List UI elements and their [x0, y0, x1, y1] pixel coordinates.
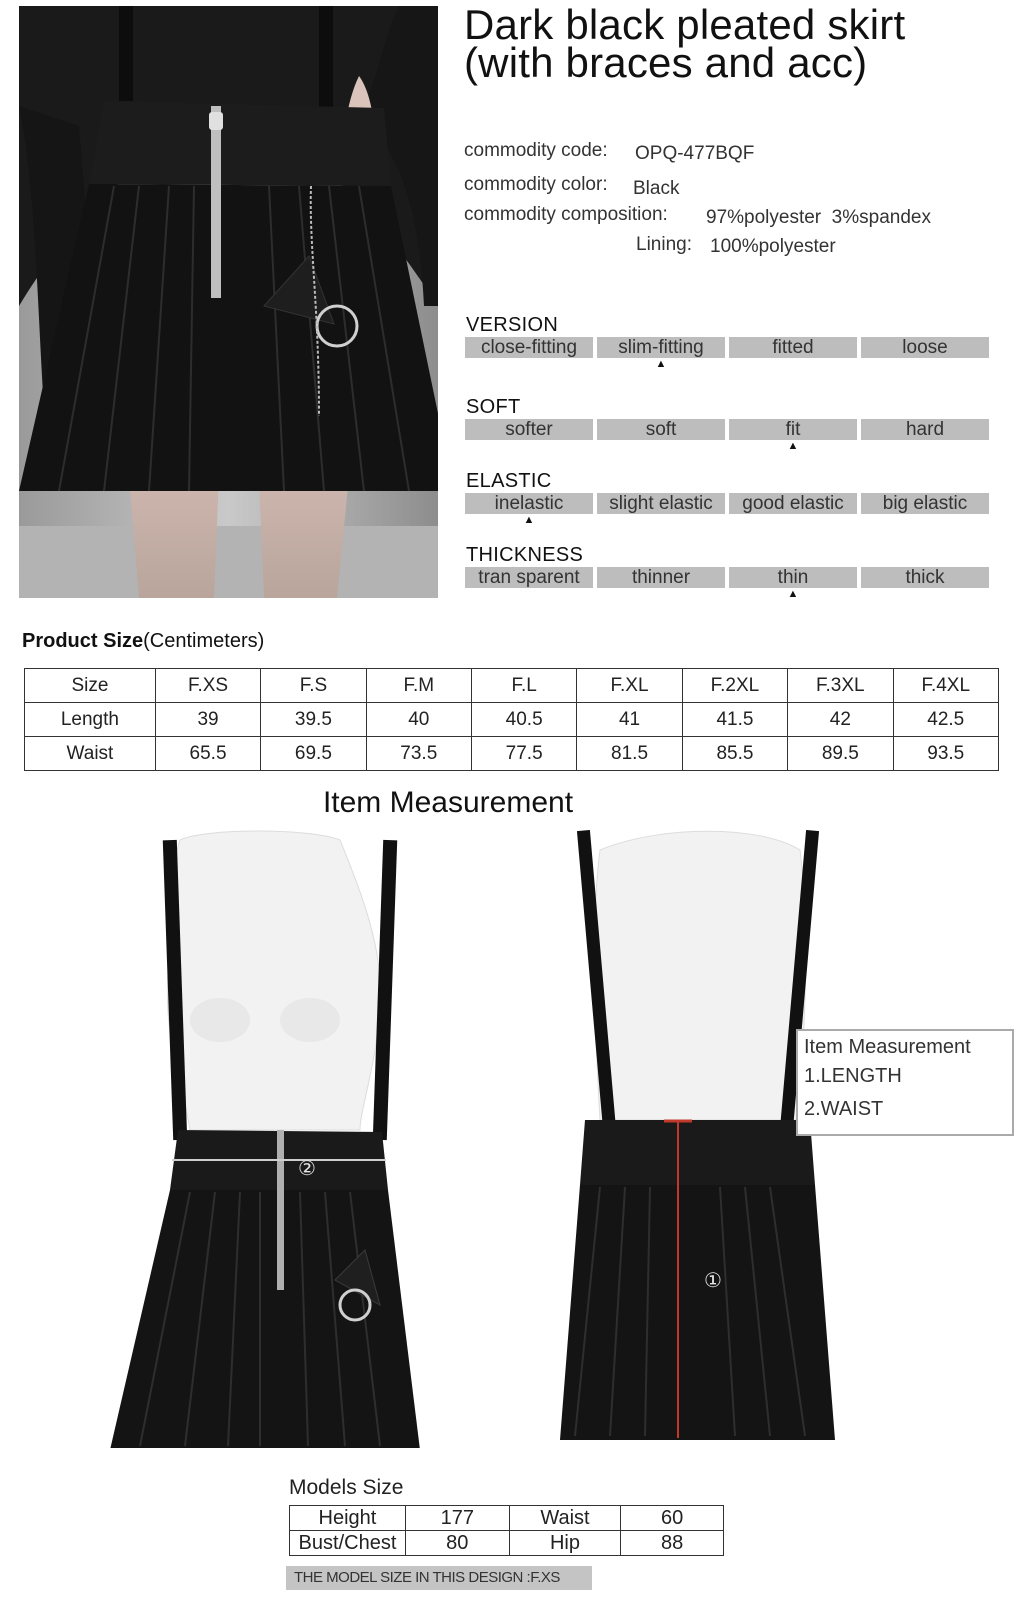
scale-option: thick: [861, 567, 989, 588]
table-cell: 42: [788, 703, 893, 737]
table-cell: 89.5: [788, 737, 893, 771]
title-line-2: (with braces and acc): [464, 39, 868, 86]
selection-marker: [465, 358, 593, 370]
selection-marker: [861, 358, 989, 370]
product-photo: [19, 6, 438, 598]
models-size-table: [289, 1505, 724, 1556]
size-header-cell: F.3XL: [788, 669, 893, 703]
size-header-cell: F.XL: [577, 669, 682, 703]
product-size-heading: Product Size: [22, 630, 144, 652]
scale-option: big elastic: [861, 493, 989, 514]
item-measurement-title: Item Measurement: [322, 786, 574, 819]
attribute-name: SOFT: [466, 396, 521, 418]
attribute-thickness: [466, 544, 989, 600]
selection-marker: [729, 514, 857, 526]
legend-item: 1.LENGTH: [804, 1065, 902, 1087]
models-size-title: Models Size: [289, 1476, 404, 1499]
table-row: [25, 703, 999, 737]
selection-marker: ▲: [787, 440, 799, 452]
table-cell: 41: [577, 703, 682, 737]
size-header-cell: F.M: [366, 669, 471, 703]
scale-option: close-fitting: [465, 337, 593, 358]
front-view-illustration: [110, 830, 420, 1448]
model-size-note: THE MODEL SIZE IN THIS DESIGN :F.XS: [286, 1566, 592, 1590]
commodity-code-label: commodity code:: [464, 140, 608, 161]
selection-marker: [861, 514, 989, 526]
commodity-color-value: Black: [633, 178, 680, 199]
commodity-color-label: commodity color:: [464, 174, 608, 195]
selection-marker: [465, 440, 593, 452]
table-cell: 85.5: [682, 737, 787, 771]
size-header-cell: F.XS: [155, 669, 260, 703]
waist-marker: ②: [298, 1158, 316, 1180]
selection-marker: [597, 440, 725, 452]
table-cell: 41.5: [682, 703, 787, 737]
table-cell: Bust/Chest: [290, 1531, 406, 1556]
selection-marker: [861, 588, 989, 600]
table-cell: 60: [621, 1506, 724, 1531]
scale-option: fit: [729, 419, 857, 440]
table-cell: 80: [405, 1531, 509, 1556]
table-cell: 65.5: [155, 737, 260, 771]
commodity-code-value: OPQ-477BQF: [635, 143, 755, 164]
attribute-scale: [465, 337, 989, 358]
table-cell: Length: [25, 703, 156, 737]
attribute-name: THICKNESS: [466, 544, 584, 566]
scale-option: inelastic: [465, 493, 593, 514]
attribute-scale: [465, 493, 989, 514]
commodity-composition-label: commodity composition:: [464, 204, 668, 225]
scale-option: soft: [597, 419, 725, 440]
table-cell: 69.5: [261, 737, 366, 771]
table-cell: 40: [366, 703, 471, 737]
table-row: [25, 737, 999, 771]
scale-option: hard: [861, 419, 989, 440]
size-header-cell: F.2XL: [682, 669, 787, 703]
selection-marker: ▲: [787, 588, 799, 600]
commodity-composition-value: 97%polyester 3%spandex: [706, 207, 931, 228]
size-header-cell: F.S: [261, 669, 366, 703]
lining-label: Lining:: [636, 234, 692, 255]
table-cell: 93.5: [893, 737, 998, 771]
table-cell: Waist: [25, 737, 156, 771]
legend-title: Item Measurement: [804, 1036, 971, 1058]
length-marker: ①: [704, 1270, 722, 1292]
scale-option: good elastic: [729, 493, 857, 514]
attribute-scale: [465, 419, 989, 440]
back-view-illustration: [560, 830, 840, 1448]
table-cell: 39: [155, 703, 260, 737]
selection-marker: [465, 588, 593, 600]
product-size-unit: (Centimeters): [143, 630, 265, 652]
scale-option: loose: [861, 337, 989, 358]
attribute-name: ELASTIC: [466, 470, 552, 492]
lining-value: 100%polyester: [710, 236, 836, 257]
table-cell: 77.5: [471, 737, 576, 771]
table-cell: Waist: [509, 1506, 621, 1531]
size-header-cell: F.L: [471, 669, 576, 703]
table-cell: 73.5: [366, 737, 471, 771]
scale-option: tran sparent: [465, 567, 593, 588]
attribute-elastic: [466, 470, 989, 526]
table-cell: Height: [290, 1506, 406, 1531]
size-header-cell: F.4XL: [893, 669, 998, 703]
selection-marker: [861, 440, 989, 452]
selection-marker: ▲: [523, 514, 535, 526]
selection-marker: [597, 514, 725, 526]
table-cell: 39.5: [261, 703, 366, 737]
table-row: [290, 1531, 724, 1556]
selection-marker: [729, 358, 857, 370]
scale-option: slim-fitting: [597, 337, 725, 358]
table-cell: 81.5: [577, 737, 682, 771]
scale-option: thin: [729, 567, 857, 588]
scale-option: softer: [465, 419, 593, 440]
size-header-row: [25, 669, 999, 703]
table-cell: 40.5: [471, 703, 576, 737]
product-title: [464, 1, 1014, 86]
legend-item: 2.WAIST: [804, 1098, 884, 1120]
selection-marker: ▲: [655, 358, 667, 370]
product-size-table: [24, 668, 999, 771]
measurement-legend: [796, 1029, 1014, 1136]
attribute-scale: [465, 567, 989, 588]
table-cell: Hip: [509, 1531, 621, 1556]
scale-option: slight elastic: [597, 493, 725, 514]
table-cell: 177: [405, 1506, 509, 1531]
size-header-cell: Size: [25, 669, 156, 703]
product-size-title: [22, 630, 264, 653]
selection-marker: [597, 588, 725, 600]
title-line-1: Dark black pleated skirt: [464, 1, 906, 48]
scale-option: thinner: [597, 567, 725, 588]
attribute-soft: [466, 396, 989, 452]
attribute-version: [466, 314, 989, 370]
attribute-name: VERSION: [466, 314, 559, 336]
scale-option: fitted: [729, 337, 857, 358]
table-cell: 88: [621, 1531, 724, 1556]
table-cell: 42.5: [893, 703, 998, 737]
table-row: [290, 1506, 724, 1531]
